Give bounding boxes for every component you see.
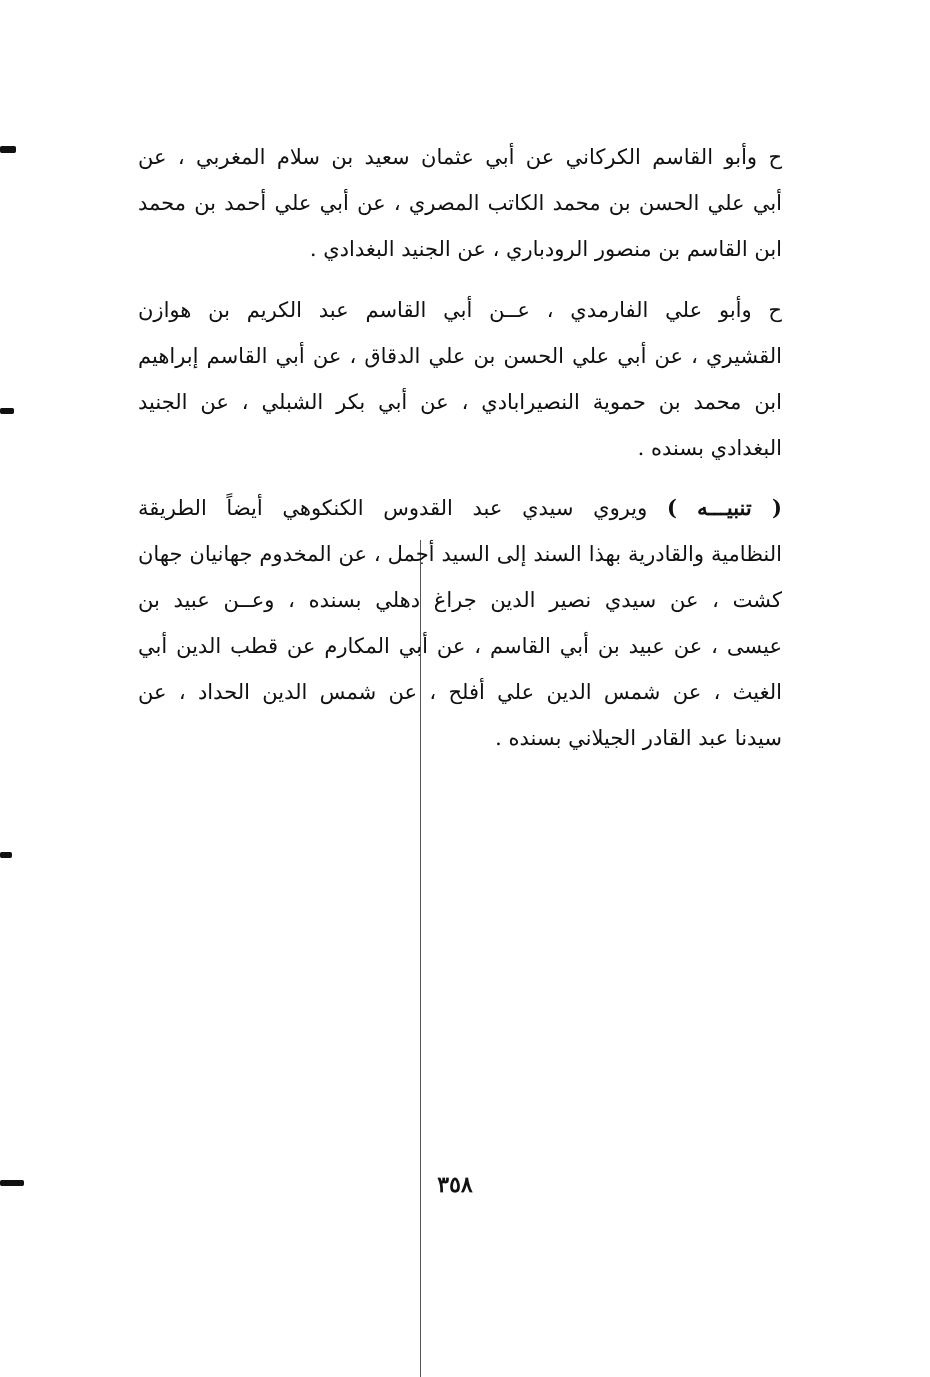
note-label: ( تنبيـــه ) — [666, 495, 782, 520]
text-line: ح وأبو علي الفارمدي ، عــن أبي القاسم عبد الكريم بن هوازن — [138, 298, 782, 322]
text-line: ابن محمد بن حموية النصيرابادي ، عن أبي بكر الشبلي ، عن الجنيد — [138, 390, 782, 414]
text-line: كشت ، عن سيدي نصير الدين جراغ دهلي بسنده ، وعــن عبيد بن — [138, 588, 782, 612]
paragraph-2 — [138, 287, 782, 471]
note-first-line: ويروي سيدي عبد القدوس الكنكوهي أيضاً الطريقة — [138, 496, 648, 520]
scan-edge-mark — [0, 1180, 24, 1186]
scan-edge-mark — [0, 852, 12, 858]
paragraph-1 — [138, 134, 782, 272]
scan-edge-mark — [0, 408, 14, 414]
text-line — [138, 485, 782, 531]
text-line: القشيري ، عن أبي علي الحسن بن علي الدقاق ، عن أبي القاسم إبراهيم — [138, 344, 782, 368]
text-line: ح وأبو القاسم الكركاني عن أبي عثمان سعيد بن سلام المغربي ، عن — [138, 145, 782, 169]
text-line: البغدادي بسنده . — [637, 436, 782, 460]
text-line: الغيث ، عن شمس الدين علي أفلح ، عن شمس الدين الحداد ، عن — [138, 680, 782, 704]
paragraph-3 — [138, 485, 782, 761]
page-number: ٣٥٨ — [437, 1172, 473, 1198]
text-line: ابن القاسم بن منصور الرودباري ، عن الجنيد البغدادي . — [309, 237, 782, 261]
text-line: أبي علي الحسن بن محمد الكاتب المصري ، عن أبي علي أحمد بن محمد — [138, 191, 782, 215]
scan-edge-mark — [0, 146, 16, 153]
text-line: النظامية والقادرية بهذا السند إلى السيد أجمل ، عن المخدوم جهانيان جهان — [138, 542, 782, 566]
text-line: عيسى ، عن عبيد بن أبي القاسم ، عن أبي المكارم عن قطب الدين أبي — [138, 634, 782, 658]
text-line: سيدنا عبد القادر الجيلاني بسنده . — [495, 726, 782, 750]
